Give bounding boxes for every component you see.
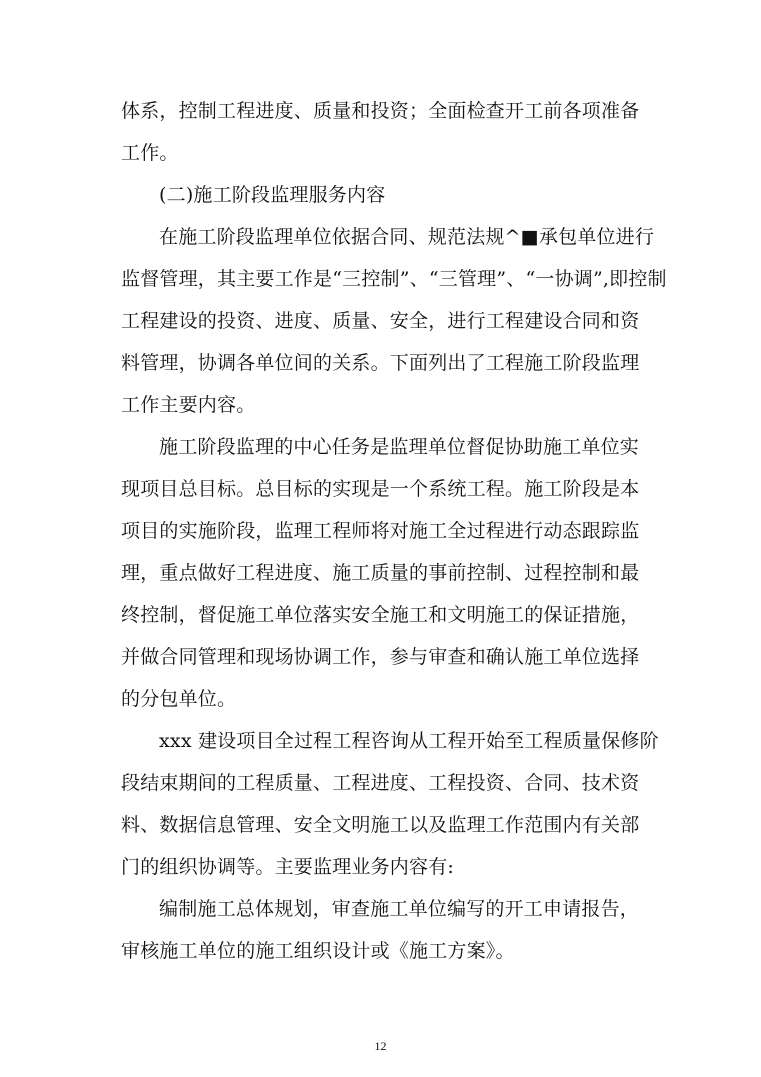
text-line-18: 料、数据信息管理、安全文明施工以及监理工作范围内有关部 — [121, 814, 640, 836]
text-line-6: 工程建设的投资、进度、质量、安全，进行工程建设合同和资 — [121, 310, 640, 332]
text-line-15: 的分包单位。 — [121, 688, 237, 710]
text-line-2: 工作。 — [121, 142, 179, 164]
text-line-16: xxx 建设项目全过程工程咨询从工程开始至工程质量保修阶 — [159, 730, 659, 752]
text-line-11: 项目的实施阶段，监理工程师将对施工全过程进行动态跟踪监 — [121, 520, 640, 542]
text-line-14: 并做合同管理和现场协调工作，参与审查和确认施工单位选择 — [121, 646, 640, 668]
text-line-9: 施工阶段监理的中心任务是监理单位督促协助施工单位实 — [159, 436, 640, 458]
text-line-4: 在施工阶段监理单位依据合同、规范法规^■承包单位进行 — [159, 226, 655, 248]
text-line-12: 理，重点做好工程进度、施工质量的事前控制、过程控制和最 — [121, 562, 640, 584]
text-line-7: 料管理，协调各单位间的关系。下面列出了工程施工阶段监理 — [121, 352, 640, 374]
section-heading: (二)施工阶段监理服务内容 — [159, 184, 386, 206]
text-line-20: 编制施工总体规划，审查施工单位编写的开工申请报告， — [159, 898, 640, 920]
page-number: 12 — [374, 1039, 387, 1053]
text-line-21: 审核施工单位的施工组织设计或《施工方案》。 — [121, 940, 515, 962]
text-line-13: 终控制，督促施工单位落实安全施工和文明施工的保证措施， — [121, 604, 640, 626]
text-line-8: 工作主要内容。 — [121, 394, 256, 416]
text-line-5: 监督管理，其主要工作是“三控制”、“三管理”、“一协调”,即控制 — [121, 268, 667, 290]
text-line-19: 门的组织协调等。主要监理业务内容有: — [121, 856, 455, 878]
text-line-1: 体系，控制工程进度、质量和投资；全面检查开工前各项准备 — [121, 100, 640, 122]
text-line-17: 段结束期间的工程质量、工程进度、工程投资、合同、技术资 — [121, 772, 640, 794]
text-line-10: 现项目总目标。总目标的实现是一个系统工程。施工阶段是本 — [121, 478, 640, 500]
